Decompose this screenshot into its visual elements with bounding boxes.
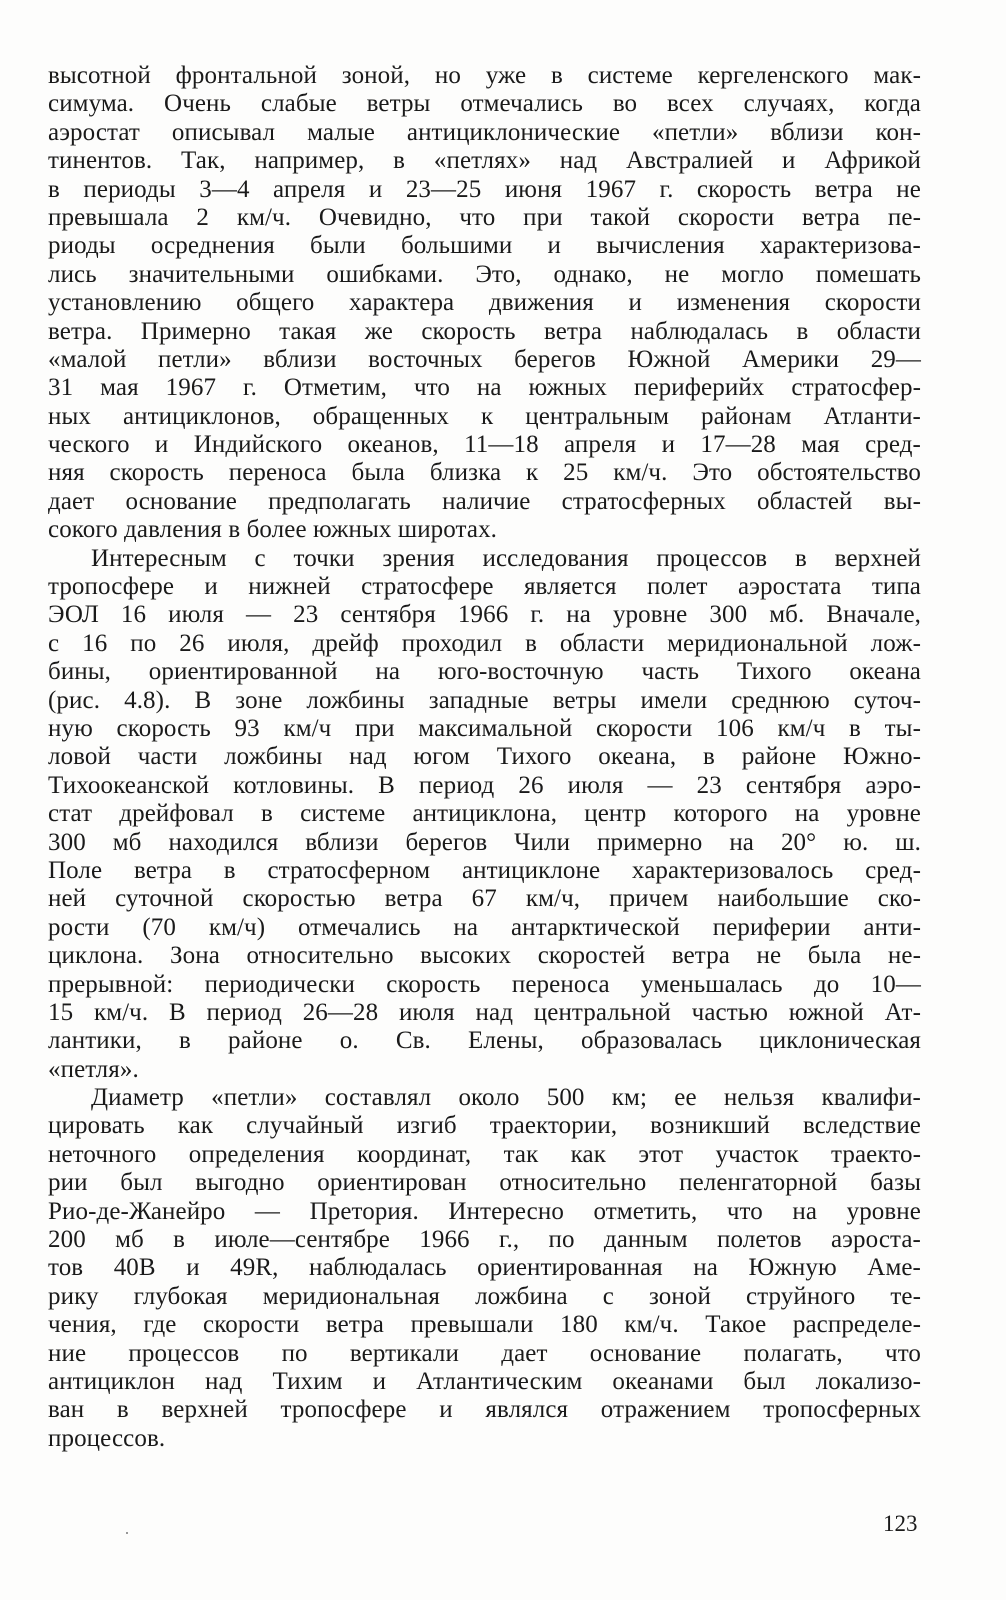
text-line: Тихоокеанской котловины. В период 26 июля — 23 сентября аэро- xyxy=(48,771,921,799)
text-line: (рис. 4.8). В зоне ложбины западные ветры имели среднюю суточ- xyxy=(48,686,921,714)
text-line: ней суточной скоростью ветра 67 км/ч, причем наибольшие ско- xyxy=(48,885,921,913)
text-line: процессов. xyxy=(48,1424,166,1452)
text-line: Интересным с точки зрения исследования процессов в верхней xyxy=(91,544,921,572)
paragraph-1 xyxy=(48,62,921,545)
text-line: в периоды 3—4 апреля и 23—25 июня 1967 г. скорость ветра не xyxy=(48,175,921,203)
text-line: высотной фронтальной зоной, но уже в системе кергеленского мак- xyxy=(48,62,921,89)
page-number: 123 xyxy=(883,1511,918,1536)
text-line: рии был выгодно ориентирован относительно пеленгаторной базы xyxy=(48,1169,921,1197)
text-line: риоды осреднения были большими и вычисления характеризова- xyxy=(48,232,921,260)
text-line: лись значительными ошибками. Это, однако, не могло помешать xyxy=(48,260,921,288)
text-line: антициклон над Тихим и Атлантическим океанами был локализо- xyxy=(48,1367,921,1395)
text-line: установлению общего характера движения и изменения скорости xyxy=(48,289,921,317)
text-line: сокого давления в более южных широтах. xyxy=(48,516,498,544)
text-line: рости (70 км/ч) отмечались на антарктической периферии анти- xyxy=(48,913,921,941)
text-line: циклона. Зона относительно высоких скоростей ветра не была не- xyxy=(48,942,921,970)
text-line: ЭОЛ 16 июля — 23 сентября 1966 г. на уровне 300 мб. Вначале, xyxy=(48,601,921,629)
text-line: ван в верхней тропосфере и являлся отражением тропосферных xyxy=(48,1396,921,1424)
text-line: Диаметр «петли» составлял около 500 км; ее нельзя квалифи- xyxy=(91,1084,921,1112)
text-line: 300 мб находился вблизи берегов Чили примерно на 20° ю. ш. xyxy=(48,828,921,856)
print-speck xyxy=(126,1532,128,1534)
text-line: дает основание предполагать наличие стратосферных областей вы- xyxy=(48,487,921,515)
text-line: Поле ветра в стратосферном антициклоне характеризовалось сред- xyxy=(48,856,921,884)
text-line: 200 мб в июле—сентябре 1966 г., по данным полетов аэроста- xyxy=(48,1226,921,1254)
paragraph-3 xyxy=(48,1084,921,1453)
text-line: цировать как случайный изгиб траектории, возникший вследствие xyxy=(48,1112,921,1140)
text-line: 31 мая 1967 г. Отметим, что на южных периферийх стратосфер- xyxy=(48,374,921,402)
text-line: тов 40В и 49R, наблюдалась ориентированная на Южную Аме- xyxy=(48,1254,921,1282)
text-line: тинентов. Так, например, в «петлях» над Австралией и Африкой xyxy=(48,147,921,175)
text-line: ветра. Примерно такая же скорость ветра наблюдалась в области xyxy=(48,317,921,345)
text-line: прерывной: периодически скорость переноса уменьшалась до 10— xyxy=(48,970,921,998)
text-line: чения, где скорости ветра превышали 180 км/ч. Такое распределе- xyxy=(48,1311,921,1339)
text-line: рику глубокая меридиональная ложбина с зоной струйного те- xyxy=(48,1282,921,1310)
text-line: ловой части ложбины над югом Тихого океана, в районе Южно- xyxy=(48,743,921,771)
text-line: ных антициклонов, обращенных к центральным районам Атланти- xyxy=(48,402,921,430)
text-line: лантики, в районе о. Св. Елены, образовалась циклоническая xyxy=(48,1027,921,1055)
text-line: ную скорость 93 км/ч при максимальной скорости 106 км/ч в ты- xyxy=(48,714,921,742)
body-text xyxy=(48,62,921,1453)
text-line: «малой петли» вблизи восточных берегов Южной Америки 29— xyxy=(48,345,921,373)
text-line: бины, ориентированной на юго-восточную часть Тихого океана xyxy=(48,658,921,686)
text-line: с 16 по 26 июля, дрейф проходил в области меридиональной лож- xyxy=(48,629,921,657)
paragraph-2 xyxy=(48,545,921,1084)
text-line: няя скорость переноса была близка к 25 км/ч. Это обстоятельство xyxy=(48,459,921,487)
text-line: 15 км/ч. В период 26—28 июля над центральной частью южной Ат- xyxy=(48,998,921,1026)
text-line: тропосфере и нижней стратосфере является полет аэростата типа xyxy=(48,573,921,601)
text-line: неточного определения координат, так как этот участок траекто- xyxy=(48,1140,921,1168)
text-line: Рио-де-Жанейро — Претория. Интересно отметить, что на уровне xyxy=(48,1197,921,1225)
text-line: превышала 2 км/ч. Очевидно, что при такой скорости ветра пе- xyxy=(48,203,921,231)
text-line: аэростат описывал малые антициклонические «петли» вблизи кон- xyxy=(48,118,921,146)
text-line: симума. Очень слабые ветры отмечались во всех случаях, когда xyxy=(48,90,921,118)
text-line: «петля». xyxy=(48,1055,139,1083)
text-line: ние процессов по вертикали дает основание полагать, что xyxy=(48,1339,921,1367)
text-line: ческого и Индийского океанов, 11—18 апреля и 17—28 мая сред- xyxy=(48,431,921,459)
text-line: стат дрейфовал в системе антициклона, центр которого на уровне xyxy=(48,800,921,828)
